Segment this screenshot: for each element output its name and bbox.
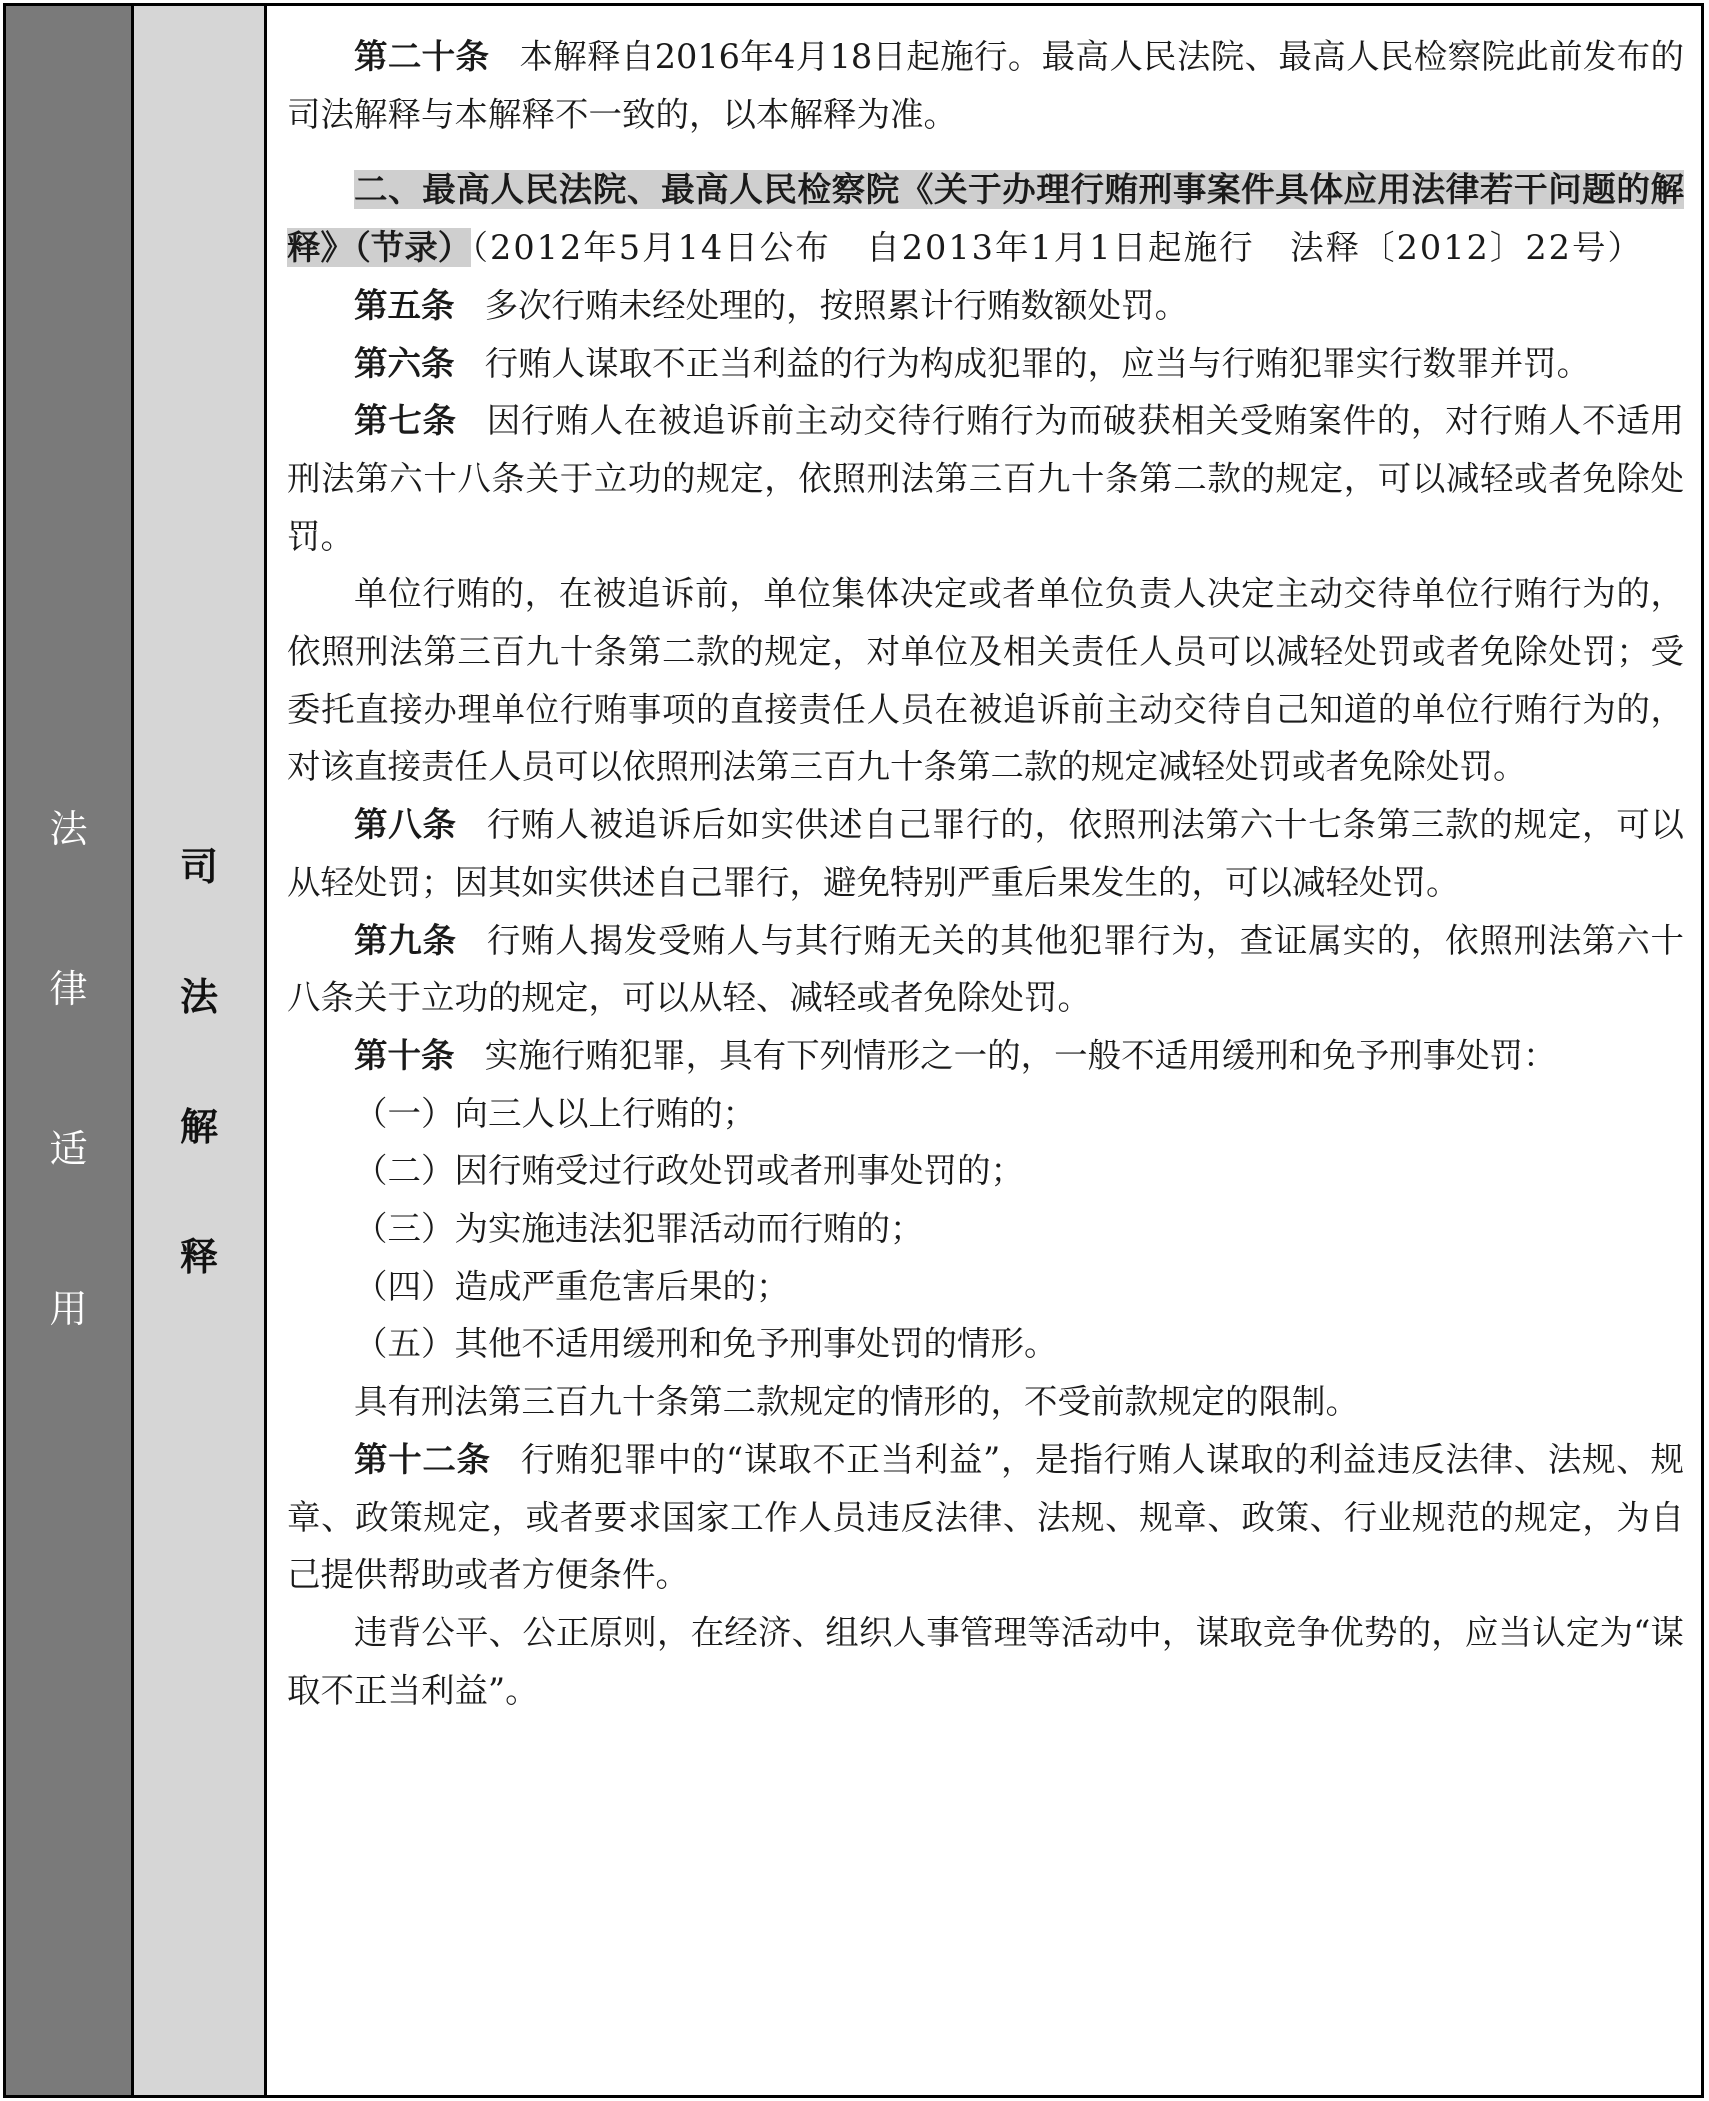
category-char: 适: [49, 1127, 88, 1171]
content-cell: [287, 28, 1684, 1719]
category-char: 法: [49, 807, 88, 851]
category-char: 用: [49, 1287, 88, 1331]
category-column: [6, 6, 134, 2095]
article-label: 第二十条: [354, 37, 490, 76]
article-label: 第九条: [354, 920, 457, 960]
article-text: 行贿犯罪中的“谋取不正当利益”，是指行贿人谋取的利益违反法律、法规、规章、政策规定，或者要求国家工作人员违反法律、法规、规章、政策、行业规范的规定，为自己提供帮助或者方便条件。: [287, 1439, 1684, 1595]
list-item: （四）造成严重危害后果的；: [354, 1266, 790, 1306]
article-label: 第七条: [354, 401, 457, 441]
article-20: [287, 28, 1684, 143]
article-5: [287, 277, 1684, 335]
list-item: （一）向三人以上行贿的；: [354, 1093, 756, 1133]
article-9: [287, 912, 1684, 1027]
category-char: 律: [49, 967, 88, 1011]
subcategory-char: 解: [179, 1105, 218, 1149]
article-7: [287, 392, 1684, 565]
article-text: 因行贿人在被追诉前主动交待行贿行为而破获相关受贿案件的，对行贿人不适用刑法第六十八条关于立功的规定，依照刑法第三百九十条第二款的规定，可以减轻或者免除处罚。: [287, 401, 1685, 556]
article-8: [287, 796, 1684, 911]
section-note: （2012年5月14日公布 自2013年1月1日起施行 法释〔2012〕22号）: [471, 228, 1643, 268]
article-7-paragraph-2: 单位行贿的，在被追诉前，单位集体决定或者单位负责人决定主动交待单位行贿行为的，依照刑法第三百九十条第二款的规定，对单位及相关责任人员可以减轻处罚或者免除处罚；受委托直接办理单位行贿事项的直接责任人员在被追诉前主动交待自己知道的单位行贿行为的，对该直接责任人员可以依照刑法第三百九十条第二款的规定减轻处罚或者免除处罚。: [287, 574, 1684, 787]
article-label: 第八条: [354, 805, 457, 845]
article-label: 第五条: [354, 285, 455, 325]
list-item: （五）其他不适用缓刑和免予刑事处罚的情形。: [354, 1324, 1058, 1364]
article-text: 多次行贿未经处理的，按照累计行贿数额处罚。: [484, 285, 1189, 325]
article-text: 行贿人揭发受贿人与其行贿无关的其他犯罪行为，查证属实的，依照刑法第六十八条关于立功的规定，可以从轻、减轻或者免除处罚。: [287, 920, 1685, 1018]
article-6: [287, 335, 1684, 393]
section-heading: [287, 161, 1684, 276]
article-10: [287, 1027, 1684, 1085]
article-10-paragraph-2: 具有刑法第三百九十条第二款规定的情形的，不受前款规定的限制。: [354, 1382, 1359, 1422]
subcategory-char: 司: [179, 845, 218, 889]
article-text: 本解释自2016年4月18日起施行。最高人民法院、最高人民检察院此前发布的司法解释与本解释不一致的，以本解释为准。: [287, 37, 1684, 134]
subcategory-char: 释: [179, 1235, 218, 1279]
article-12: [287, 1431, 1684, 1604]
subcategory-char: 法: [179, 975, 218, 1019]
list-item: （二）因行贿受过行政处罚或者刑事处罚的；: [354, 1151, 1024, 1191]
article-12-paragraph-2: 违背公平、公正原则，在经济、组织人事管理等活动中，谋取竞争优势的，应当认定为“谋取不正当利益”。: [287, 1612, 1684, 1710]
list-item: （三）为实施违法犯罪活动而行贿的；: [354, 1209, 924, 1249]
article-label: 第十条: [354, 1035, 455, 1075]
subcategory-column: [134, 6, 267, 2095]
article-label: 第六条: [354, 343, 455, 383]
article-text: 行贿人被追诉后如实供述自己罪行的，依照刑法第六十七条第三款的规定，可以从轻处罚；因其如实供述自己罪行，避免特别严重后果发生的，可以减轻处罚。: [287, 805, 1685, 902]
article-text: 行贿人谋取不正当利益的行为构成犯罪的，应当与行贿犯罪实行数罪并罚。: [484, 343, 1591, 383]
article-text: 实施行贿犯罪，具有下列情形之一的，一般不适用缓刑和免予刑事处罚：: [484, 1035, 1557, 1075]
article-label: 第十二条: [354, 1439, 491, 1479]
section-title: 二、最高人民法院、最高人民检察院《关于办理行贿刑事案件具体应用法律若干问题的解释》（节录）: [287, 170, 1684, 268]
